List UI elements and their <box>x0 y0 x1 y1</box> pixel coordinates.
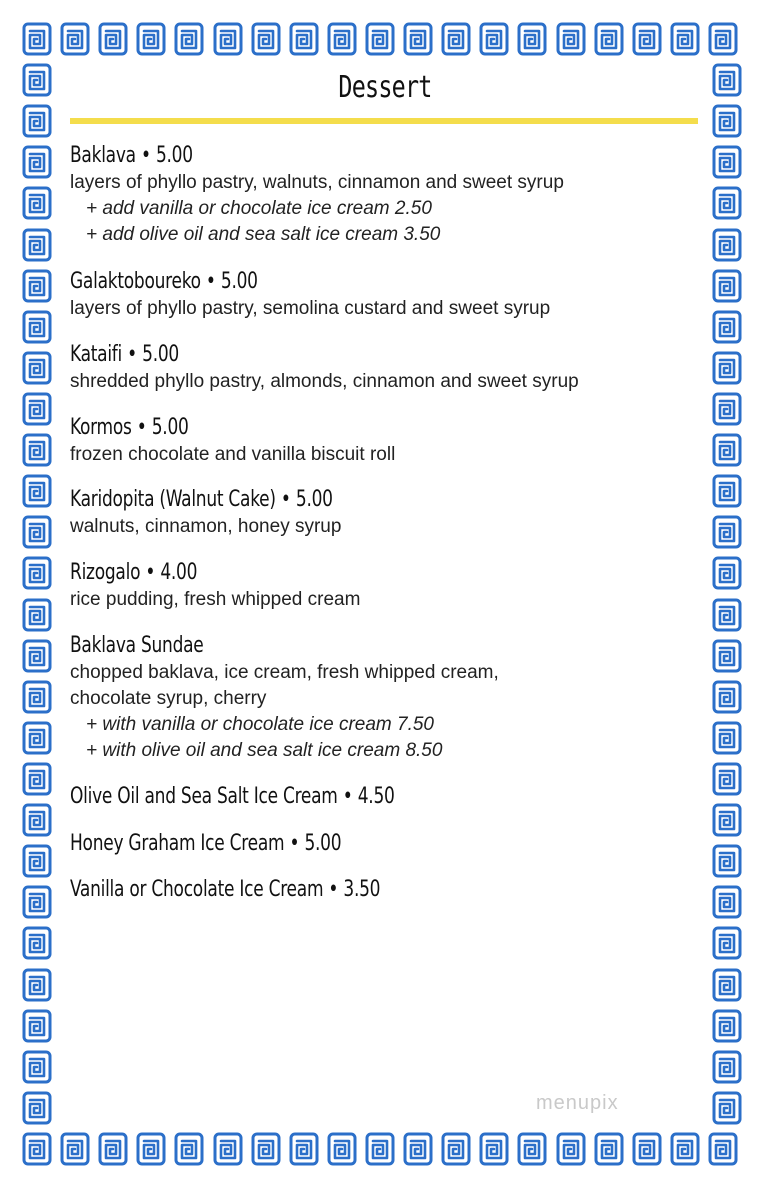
greek-spiral-icon <box>708 1132 738 1166</box>
greek-spiral-icon <box>174 22 204 56</box>
greek-spiral-icon <box>22 803 52 837</box>
greek-spiral-icon <box>22 762 52 796</box>
greek-spiral-icon <box>22 1091 52 1125</box>
greek-spiral-icon <box>22 1132 52 1166</box>
item-name: Galaktoboureko <box>70 269 201 294</box>
item-title <box>70 876 620 904</box>
item-name: Olive Oil and Sea Salt Ice Cream <box>70 784 338 809</box>
greek-spiral-icon <box>251 22 281 56</box>
item-price: 5.00 <box>295 487 333 512</box>
greek-spiral-icon <box>22 556 52 590</box>
greek-spiral-icon <box>712 63 742 97</box>
greek-spiral-icon <box>22 228 52 262</box>
item-title <box>70 486 620 514</box>
greek-spiral-icon <box>22 63 52 97</box>
greek-spiral-icon <box>251 1132 281 1166</box>
greek-spiral-icon <box>712 926 742 960</box>
item-title <box>70 142 620 170</box>
item-price: 4.00 <box>160 560 198 585</box>
greek-spiral-icon <box>403 22 433 56</box>
greek-spiral-icon <box>712 721 742 755</box>
item-description: frozen chocolate and vanilla biscuit roll <box>70 444 396 465</box>
greek-spiral-icon <box>22 885 52 919</box>
item-title <box>70 559 620 587</box>
separator-dot: • <box>328 877 339 902</box>
greek-spiral-icon <box>22 392 52 426</box>
item-price: 4.50 <box>357 784 395 809</box>
greek-spiral-icon <box>712 762 742 796</box>
greek-spiral-icon <box>60 22 90 56</box>
item-addon: + with olive oil and sea salt ice cream 8.50 <box>86 740 443 761</box>
greek-spiral-icon <box>365 22 395 56</box>
greek-spiral-icon <box>712 968 742 1002</box>
item-name: Baklava <box>70 143 136 168</box>
greek-spiral-icon <box>712 556 742 590</box>
menu-title: Dessert <box>338 70 432 105</box>
item-price: 3.50 <box>343 877 381 902</box>
greek-spiral-icon <box>22 1050 52 1084</box>
separator-dot: • <box>205 269 216 294</box>
item-addon: + add vanilla or chocolate ice cream 2.50 <box>86 198 432 219</box>
greek-spiral-icon <box>60 1132 90 1166</box>
menu-item-baklava <box>70 142 710 248</box>
item-name: Honey Graham Ice Cream <box>70 831 285 856</box>
greek-spiral-icon <box>712 474 742 508</box>
menu-item-kormos <box>70 414 710 468</box>
greek-spiral-icon <box>712 1091 742 1125</box>
greek-spiral-icon <box>22 844 52 878</box>
greek-spiral-icon <box>22 968 52 1002</box>
greek-spiral-icon <box>712 228 742 262</box>
menupix-watermark: menupix <box>536 1092 619 1114</box>
item-description-continued: chocolate syrup, cherry <box>70 688 267 709</box>
separator-dot: • <box>127 342 137 367</box>
greek-spiral-icon <box>22 22 52 56</box>
item-name: Vanilla or Chocolate Ice Cream <box>70 877 324 902</box>
greek-spiral-icon <box>289 22 319 56</box>
greek-spiral-icon <box>594 1132 624 1166</box>
item-title <box>70 783 620 811</box>
greek-spiral-icon <box>517 22 547 56</box>
greek-spiral-icon <box>712 186 742 220</box>
item-description: layers of phyllo pastry, walnuts, cinnamon and sweet syrup <box>70 172 564 193</box>
item-price: 5.00 <box>151 415 189 440</box>
greek-spiral-icon <box>22 926 52 960</box>
greek-spiral-icon <box>712 598 742 632</box>
greek-spiral-icon <box>712 310 742 344</box>
greek-spiral-icon <box>632 22 662 56</box>
item-name: Kormos <box>70 415 132 440</box>
greek-spiral-icon <box>712 104 742 138</box>
greek-spiral-icon <box>712 351 742 385</box>
item-title <box>70 414 620 442</box>
greek-spiral-icon <box>22 639 52 673</box>
item-price: 5.00 <box>155 143 193 168</box>
greek-spiral-icon <box>22 433 52 467</box>
item-addon: + add olive oil and sea salt ice cream 3.50 <box>86 224 441 245</box>
greek-spiral-icon <box>712 392 742 426</box>
menu-item-olive-oil-ice-cream <box>70 783 710 811</box>
menu-item-kataifi <box>70 341 710 395</box>
greek-spiral-icon <box>556 1132 586 1166</box>
menu-item-galaktoboureko <box>70 268 710 322</box>
greek-spiral-icon <box>479 22 509 56</box>
greek-spiral-icon <box>712 885 742 919</box>
item-price: 5.00 <box>304 831 342 856</box>
greek-spiral-icon <box>289 1132 319 1166</box>
item-price: 5.00 <box>220 269 258 294</box>
greek-spiral-icon <box>327 1132 357 1166</box>
greek-spiral-icon <box>670 1132 700 1166</box>
greek-spiral-icon <box>22 680 52 714</box>
greek-spiral-icon <box>441 22 471 56</box>
greek-spiral-icon <box>174 1132 204 1166</box>
separator-dot: • <box>145 560 156 585</box>
greek-spiral-icon <box>98 1132 128 1166</box>
item-title <box>70 268 620 296</box>
separator-dot: • <box>280 487 291 512</box>
item-price: 5.00 <box>142 342 179 367</box>
greek-spiral-icon <box>712 680 742 714</box>
item-title <box>70 341 620 369</box>
greek-spiral-icon <box>22 269 52 303</box>
greek-spiral-icon <box>327 22 357 56</box>
greek-spiral-icon <box>213 22 243 56</box>
greek-spiral-icon <box>213 1132 243 1166</box>
greek-spiral-icon <box>22 186 52 220</box>
greek-spiral-icon <box>712 844 742 878</box>
title-underline <box>70 118 698 124</box>
greek-spiral-icon <box>403 1132 433 1166</box>
greek-spiral-icon <box>712 145 742 179</box>
item-name: Karidopita (Walnut Cake) <box>70 487 276 512</box>
separator-dot: • <box>342 784 353 809</box>
greek-spiral-icon <box>594 22 624 56</box>
menu-item-rizogalo <box>70 559 710 613</box>
item-description: chopped baklava, ice cream, fresh whipped cream, <box>70 662 499 683</box>
item-description: rice pudding, fresh whipped cream <box>70 589 361 610</box>
greek-spiral-icon <box>22 1009 52 1043</box>
greek-spiral-icon <box>22 351 52 385</box>
greek-spiral-icon <box>632 1132 662 1166</box>
greek-spiral-icon <box>22 145 52 179</box>
greek-spiral-icon <box>22 474 52 508</box>
greek-spiral-icon <box>441 1132 471 1166</box>
item-description: layers of phyllo pastry, semolina custard and sweet syrup <box>70 298 551 319</box>
item-description: shredded phyllo pastry, almonds, cinnamon and sweet syrup <box>70 371 579 392</box>
item-title <box>70 632 620 660</box>
separator-dot: • <box>136 415 147 440</box>
greek-spiral-icon <box>22 310 52 344</box>
greek-spiral-icon <box>22 515 52 549</box>
item-name: Kataifi <box>70 342 123 367</box>
greek-spiral-icon <box>517 1132 547 1166</box>
item-name: Baklava Sundae <box>70 633 204 658</box>
greek-spiral-icon <box>22 598 52 632</box>
greek-spiral-icon <box>136 1132 166 1166</box>
separator-dot: • <box>140 143 151 168</box>
greek-spiral-icon <box>98 22 128 56</box>
greek-spiral-icon <box>708 22 738 56</box>
greek-spiral-icon <box>136 22 166 56</box>
greek-spiral-icon <box>712 433 742 467</box>
greek-spiral-icon <box>712 639 742 673</box>
item-title <box>70 830 620 858</box>
greek-spiral-icon <box>712 803 742 837</box>
item-name: Rizogalo <box>70 560 141 585</box>
separator-dot: • <box>289 831 300 856</box>
greek-spiral-icon <box>22 721 52 755</box>
menu-item-baklava-sundae <box>70 632 710 764</box>
menu-item-karidopita <box>70 486 710 540</box>
menu-item-vanilla-chocolate-ice-cream <box>70 876 710 904</box>
greek-spiral-icon <box>712 269 742 303</box>
greek-spiral-icon <box>712 515 742 549</box>
menu-item-honey-graham-ice-cream <box>70 830 710 858</box>
greek-spiral-icon <box>670 22 700 56</box>
greek-spiral-icon <box>365 1132 395 1166</box>
greek-spiral-icon <box>712 1050 742 1084</box>
greek-spiral-icon <box>22 104 52 138</box>
item-description: walnuts, cinnamon, honey syrup <box>70 516 342 537</box>
item-addon: + with vanilla or chocolate ice cream 7.50 <box>86 714 434 735</box>
greek-spiral-icon <box>556 22 586 56</box>
greek-spiral-icon <box>712 1009 742 1043</box>
greek-spiral-icon <box>479 1132 509 1166</box>
